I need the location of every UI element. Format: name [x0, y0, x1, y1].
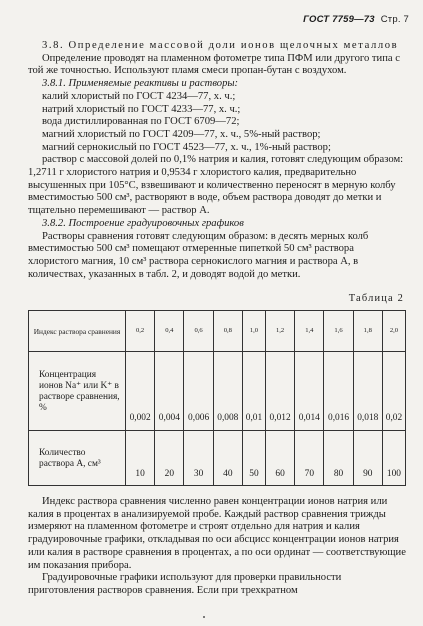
table-cell: 10 — [126, 431, 155, 486]
page-number: Стр. 7 — [380, 14, 409, 25]
reagent-item: калий хлористый по ГОСТ 4234—77, х. ч.; — [42, 90, 236, 102]
table-cell: 0,004 — [155, 352, 184, 431]
table-column-header: 2,0 — [382, 311, 405, 352]
table-cell: 0,014 — [295, 352, 324, 431]
reagent-item: вода дистиллированная по ГОСТ 6709—72; — [42, 116, 240, 128]
table-column-header: 0,4 — [155, 311, 184, 352]
row-label: Концентрация ионов Na⁺ или K⁺ в растворе сравнения, % — [29, 352, 126, 431]
row-label: Количество раствора А, см³ — [29, 431, 126, 486]
solutions-table — [28, 310, 406, 486]
page-header — [303, 14, 409, 25]
calibration-paragraph: Градуировочные графики используют для проверки правильности приготовления растворов сравнения. Если при трехкратном — [28, 572, 342, 596]
after-table-section — [28, 496, 406, 598]
reagent-item: натрий хлористый по ГОСТ 4233—77, х. ч.; — [42, 103, 241, 115]
section-3-8-paragraph: Определение проводят на пламенном фотометре типа ПФМ или другого типа с той же точностью. Используют пламя смеси пропан-бутан с воздухом. — [28, 52, 400, 77]
table-column-header: 1,6 — [324, 311, 353, 352]
table-cell: 0,02 — [382, 352, 405, 431]
table-cell: 60 — [265, 431, 294, 486]
table-cell: 100 — [382, 431, 405, 486]
section-3-8-1-title: 3.8.1. Применяемые реактивы и растворы: — [42, 78, 239, 90]
table-cell: 30 — [184, 431, 213, 486]
gost-number: ГОСТ 7759—73 — [303, 14, 375, 25]
table-row — [29, 431, 406, 486]
table-column-header: 0,6 — [184, 311, 213, 352]
table-cell: 20 — [155, 431, 184, 486]
index-paragraph: Индекс раствора сравнения численно равен концентрации ионов натрия или калия в процентах в анализируемой пробе. Каждый раствор сравнения трижды измеряют на пламенном фотометре и строят отдельно для натрия и калия градуировочные графики, откладывая по оси абсцисс концентрации ионов натрия или калия в растворе сравнения в процентах, а по оси ординат — соответствующие им показания прибора. — [28, 496, 406, 571]
table-cell: 50 — [242, 431, 265, 486]
table-cell: 0,002 — [126, 352, 155, 431]
table-column-header: 1,0 — [242, 311, 265, 352]
print-mark — [203, 616, 205, 618]
table-row — [29, 352, 406, 431]
table-column-header: 0,2 — [126, 311, 155, 352]
table-column-header: 1,2 — [265, 311, 294, 352]
table-cell: 40 — [213, 431, 242, 486]
section-3-8-2-title: 3.8.2. Построение градуировочных графиков — [42, 217, 244, 229]
table-cell: 70 — [295, 431, 324, 486]
table-header-label: Индекс раствора сравнения — [29, 311, 126, 352]
reagent-item: магний хлористый по ГОСТ 4209—77, х. ч., 5%-ный раствор; — [42, 128, 321, 140]
reagent-item: магний сернокислый по ГОСТ 4523—77, х. ч., 1%-ный раствор; — [42, 141, 331, 153]
table-caption: Таблица 2 — [348, 293, 404, 305]
table-cell: 0,006 — [184, 352, 213, 431]
document-body — [28, 40, 406, 598]
section-3-8-2-paragraph: Растворы сравнения готовят следующим образом: в десять мерных колб вместимостью 500 см³ помещают отмеренные пипеткой 50 см³ раствора хлористого магния, 10 см³ раствора сернокислого магния и раствора А, в количествах, указанных в табл. 2, и доводят водой до метки. — [28, 230, 369, 280]
table-cell: 0,012 — [265, 352, 294, 431]
table-header-row — [29, 311, 406, 352]
table-cell: 0,016 — [324, 352, 353, 431]
table-cell: 80 — [324, 431, 353, 486]
table-cell: 0,008 — [213, 352, 242, 431]
table-cell: 0,018 — [353, 352, 382, 431]
table-cell: 0,01 — [242, 352, 265, 431]
table-column-header: 1,8 — [353, 311, 382, 352]
table-column-header: 0,8 — [213, 311, 242, 352]
reagent-item: раствор с массовой долей по 0,1% натрия и калия, готовят следующим образом: 1,2711 г хлористого натрия и 0,9534 г хлористого калия, предварительно высушенных при 105°С, взвешивают и количественно переносят в мерную колбу вместимостью 500 см³, растворяют в воде, объем раствора доводят до метки и тщательно перемешивают — раствор А. — [28, 154, 404, 217]
table-column-header: 1,4 — [295, 311, 324, 352]
section-3-8-title: 3.8. Определение массовой доли ионов щелочных металлов — [42, 40, 399, 51]
table-cell: 90 — [353, 431, 382, 486]
